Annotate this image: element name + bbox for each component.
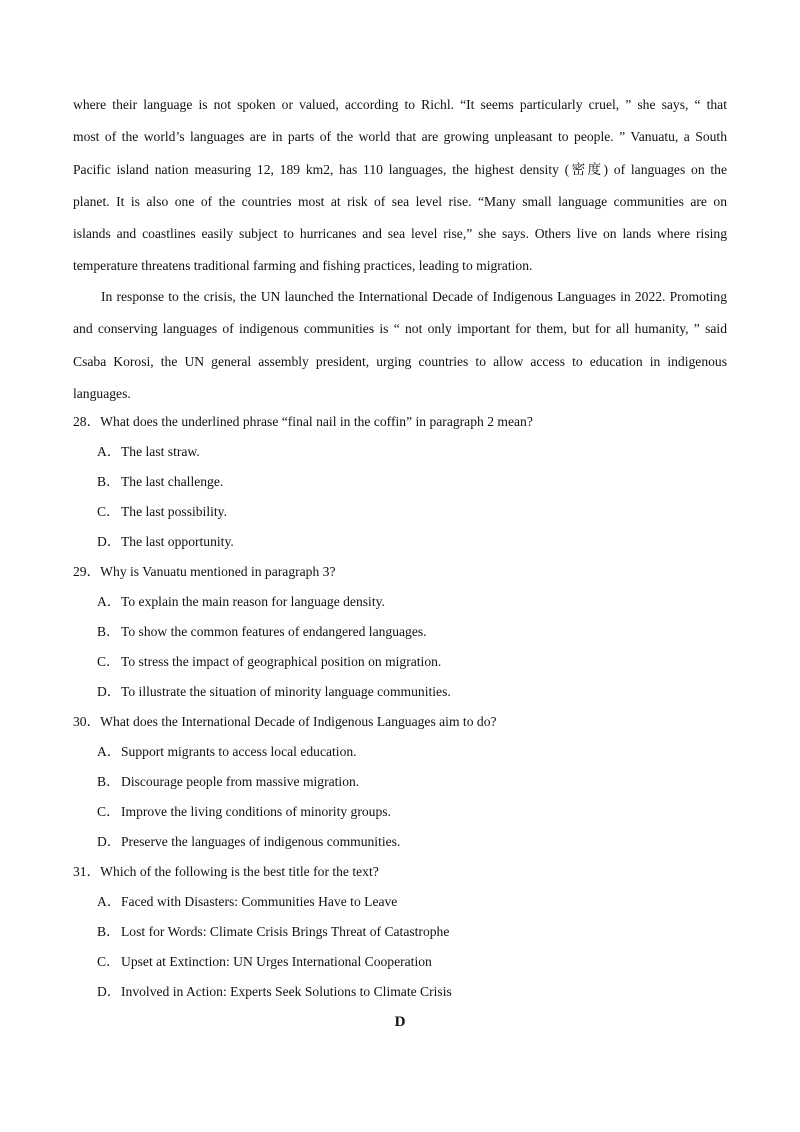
option-letter: C． — [97, 954, 120, 969]
option-text: Improve the living conditions of minority groups. — [121, 804, 391, 819]
option-text: To explain the main reason for language density. — [121, 594, 385, 609]
option-c[interactable] — [97, 952, 717, 972]
option-text: Support migrants to access local education. — [121, 744, 357, 759]
passage-paragraph — [73, 281, 727, 410]
option-d[interactable] — [97, 982, 717, 1002]
option-text: To stress the impact of geographical position on migration. — [121, 654, 442, 669]
option-text: To show the common features of endangered languages. — [121, 624, 427, 639]
option-c[interactable] — [97, 502, 717, 522]
passage-line: languages. — [73, 385, 131, 401]
option-a[interactable] — [97, 742, 717, 762]
option-a[interactable] — [97, 442, 717, 462]
option-text: The last challenge. — [121, 474, 224, 489]
option-a[interactable] — [97, 592, 717, 612]
option-letter: B． — [97, 774, 120, 789]
option-text: Faced with Disasters: Communities Have to Leave — [121, 894, 398, 909]
question-stem: 29．Why is Vanuatu mentioned in paragraph 3? — [73, 564, 336, 579]
option-d[interactable] — [97, 832, 717, 852]
option-text: The last opportunity. — [121, 534, 234, 549]
option-text: Preserve the languages of indigenous communities. — [121, 834, 401, 849]
passage-line: islands and coastlines easily subject to hurricanes and sea level rise,” she says. Others live on lands where rising — [73, 226, 727, 242]
option-letter: A． — [97, 444, 121, 459]
section-heading: D — [394, 1014, 406, 1030]
passage-line: temperature threatens traditional farming and fishing practices, leading to migration. — [73, 258, 533, 274]
option-b[interactable] — [97, 472, 717, 492]
option-letter: C． — [97, 504, 120, 519]
option-d[interactable] — [97, 532, 717, 552]
option-b[interactable] — [97, 922, 717, 942]
option-text: Lost for Words: Climate Crisis Brings Threat of Catastrophe — [121, 924, 450, 939]
question-stem: 28．What does the underlined phrase “final nail in the coffin” in paragraph 2 mean? — [73, 414, 533, 429]
option-text: Discourage people from massive migration. — [121, 774, 360, 789]
passage-line: planet. It is also one of the countries most at risk of sea level rise. “Many small language communities are on — [73, 193, 727, 209]
passage-line: most of the world’s languages are in parts of the world that are growing unpleasant to people. ” Vanuatu, a South — [73, 129, 727, 145]
option-b[interactable] — [97, 772, 717, 792]
option-letter: D． — [97, 684, 121, 699]
passage-line: In response to the crisis, the UN launched the International Decade of Indigenous Languages in 2022. Promoting — [101, 289, 727, 304]
passage-line: where their language is not spoken or valued, according to Richl. “It seems particularly cruel, ” she says, “ that — [73, 97, 727, 112]
option-b[interactable] — [97, 622, 717, 642]
option-letter: C． — [97, 804, 120, 819]
option-letter: B． — [97, 624, 120, 639]
option-text: The last possibility. — [121, 504, 227, 519]
option-letter: B． — [97, 474, 120, 489]
option-text: The last straw. — [121, 444, 200, 459]
passage-paragraph — [73, 89, 727, 283]
option-letter: D． — [97, 834, 121, 849]
option-letter: D． — [97, 984, 121, 999]
option-letter: A． — [97, 744, 121, 759]
option-letter: C． — [97, 654, 120, 669]
option-a[interactable] — [97, 892, 717, 912]
option-letter: D． — [97, 534, 121, 549]
question-stem: 31．Which of the following is the best title for the text? — [73, 864, 379, 879]
option-letter: A． — [97, 594, 121, 609]
option-letter: A． — [97, 894, 121, 909]
option-c[interactable] — [97, 802, 717, 822]
option-d[interactable] — [97, 682, 717, 702]
option-text: Involved in Action: Experts Seek Solutions to Climate Crisis — [121, 984, 452, 999]
option-c[interactable] — [97, 652, 717, 672]
question-stem: 30．What does the International Decade of Indigenous Languages aim to do? — [73, 714, 497, 729]
option-text: To illustrate the situation of minority language communities. — [121, 684, 451, 699]
option-letter: B． — [97, 924, 120, 939]
passage-line: and conserving languages of indigenous communities is “ not only important for them, but for all humanity, ” said — [73, 321, 727, 337]
passage-line: Pacific island nation measuring 12, 189 km2, has 110 languages, the highest density (密度) of languages on the — [73, 161, 727, 177]
passage-line: Csaba Korosi, the UN general assembly president, urging countries to allow access to education in indigenous — [73, 353, 727, 369]
option-text: Upset at Extinction: UN Urges International Cooperation — [121, 954, 432, 969]
